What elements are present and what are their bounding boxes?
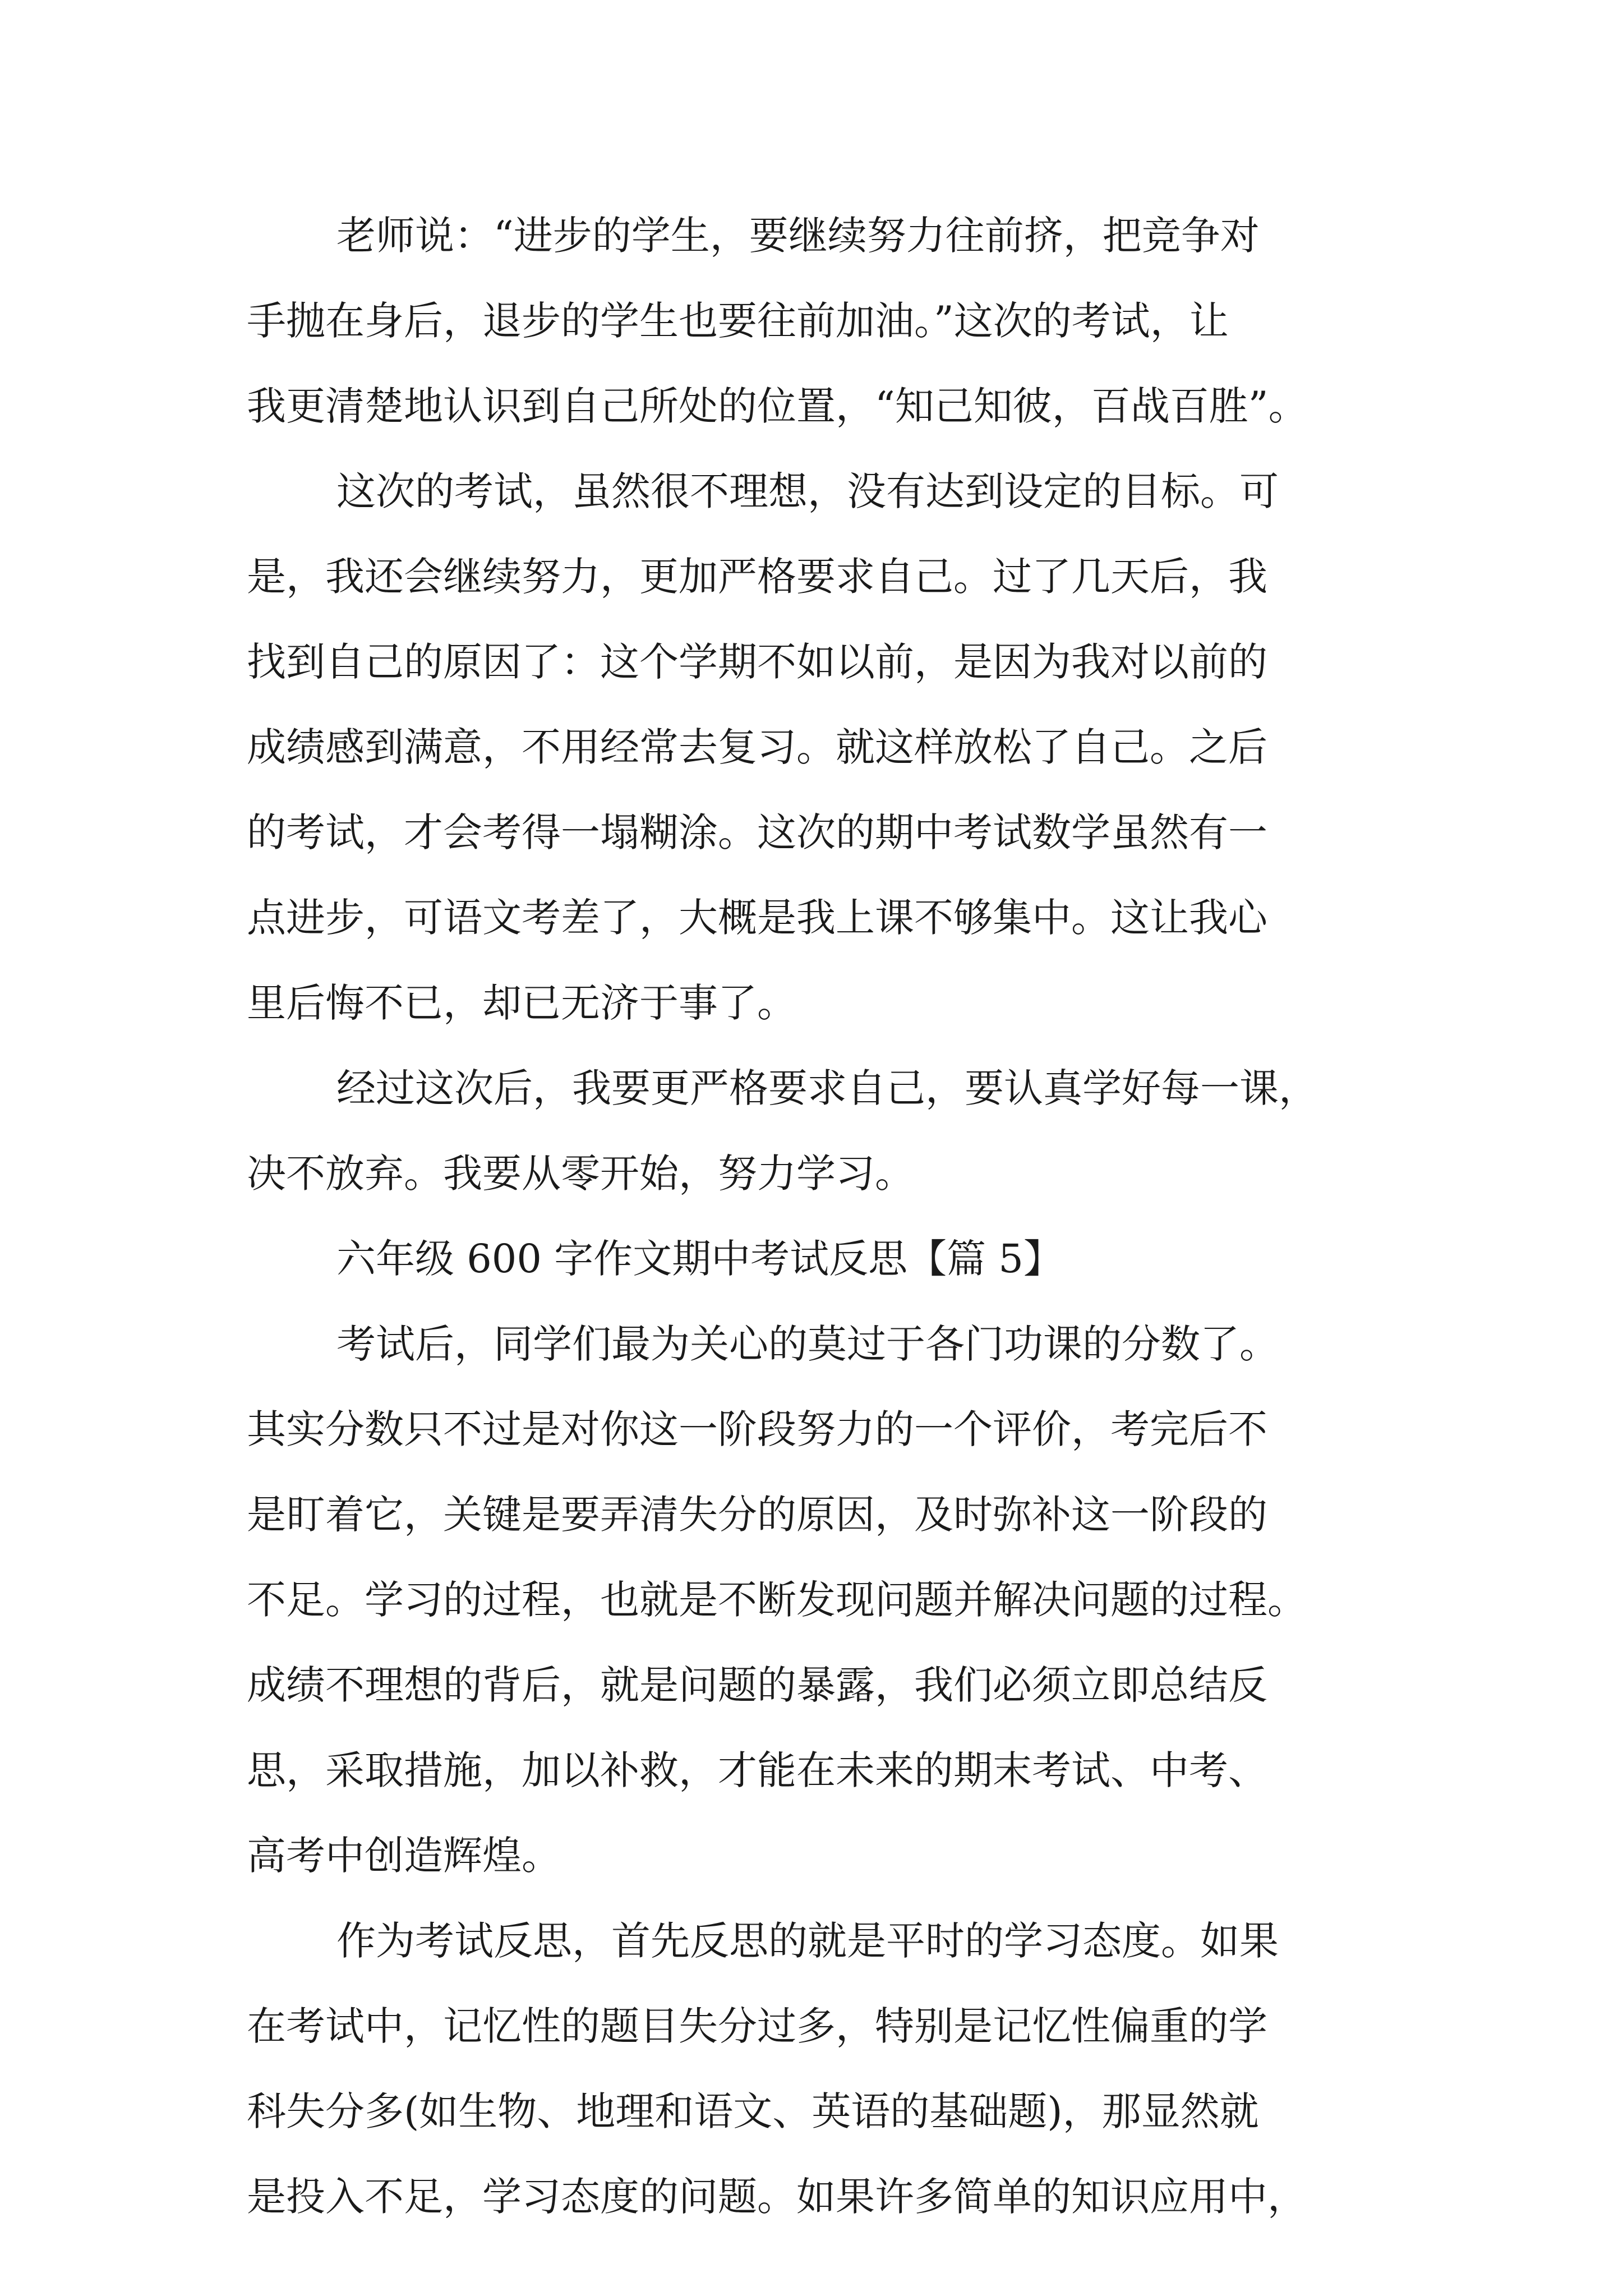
- text-line-5: 是，我还会继续努力，更加严格要求自己。过了几天后，我: [247, 554, 1267, 600]
- text-line-14: 考试后，同学们最为关心的莫过于各门功课的分数了。: [336, 1321, 1279, 1367]
- text-line-20: 高考中创造辉煌。: [247, 1833, 561, 1879]
- text-line-22: 在考试中，记忆性的题目失分过多，特别是记忆性偏重的学: [247, 2003, 1267, 2049]
- text-line-7: 成绩感到满意，不用经常去复习。就这样放松了自己。之后: [247, 724, 1267, 770]
- text-line-6: 找到自己的原因了：这个学期不如以前，是因为我对以前的: [247, 639, 1267, 685]
- text-line-23: 科失分多(如生物、地理和语文、英语的基础题)，那显然就: [247, 2088, 1259, 2134]
- text-line-18: 成绩不理想的背后，就是问题的暴露，我们必须立即总结反: [247, 1662, 1267, 1708]
- text-line-8: 的考试，才会考得一塌糊涂。这次的期中考试数学虽然有一: [247, 809, 1267, 855]
- text-line-4: 这次的考试，虽然很不理想，没有达到设定的目标。可: [336, 468, 1279, 514]
- section-heading: 六年级 600 字作文期中考试反思【篇 5】: [336, 1236, 1063, 1282]
- text-line-21: 作为考试反思，首先反思的就是平时的学习态度。如果: [336, 1918, 1279, 1964]
- text-line-1: 老师说：“进步的学生，要继续努力往前挤，把竞争对: [336, 213, 1260, 259]
- text-line-24: 是投入不足，学习态度的问题。如果许多简单的知识应用中，: [247, 2174, 1307, 2220]
- text-line-15: 其实分数只不过是对你这一阶段努力的一个评价，考完后不: [247, 1406, 1267, 1452]
- text-line-16: 是盯着它，关键是要弄清失分的原因，及时弥补这一阶段的: [247, 1492, 1267, 1538]
- text-line-19: 思，采取措施，加以补救，才能在未来的期末考试、中考、: [247, 1747, 1267, 1793]
- text-line-10: 里后悔不已，却已无济于事了。: [247, 980, 796, 1026]
- text-line-2: 手抛在身后，退步的学生也要往前加油。”这次的考试，让: [247, 298, 1229, 344]
- text-line-17: 不足。学习的过程，也就是不断发现问题并解决问题的过程。: [247, 1577, 1307, 1623]
- text-line-9: 点进步，可语文考差了，大概是我上课不够集中。这让我心: [247, 895, 1267, 941]
- text-line-11: 经过这次后，我要更严格要求自己，要认真学好每一课，: [336, 1065, 1318, 1111]
- text-line-3: 我更清楚地认识到自己所处的位置，“知己知彼，百战百胜”。: [247, 383, 1308, 429]
- text-line-12: 决不放弃。我要从零开始，努力学习。: [247, 1151, 914, 1197]
